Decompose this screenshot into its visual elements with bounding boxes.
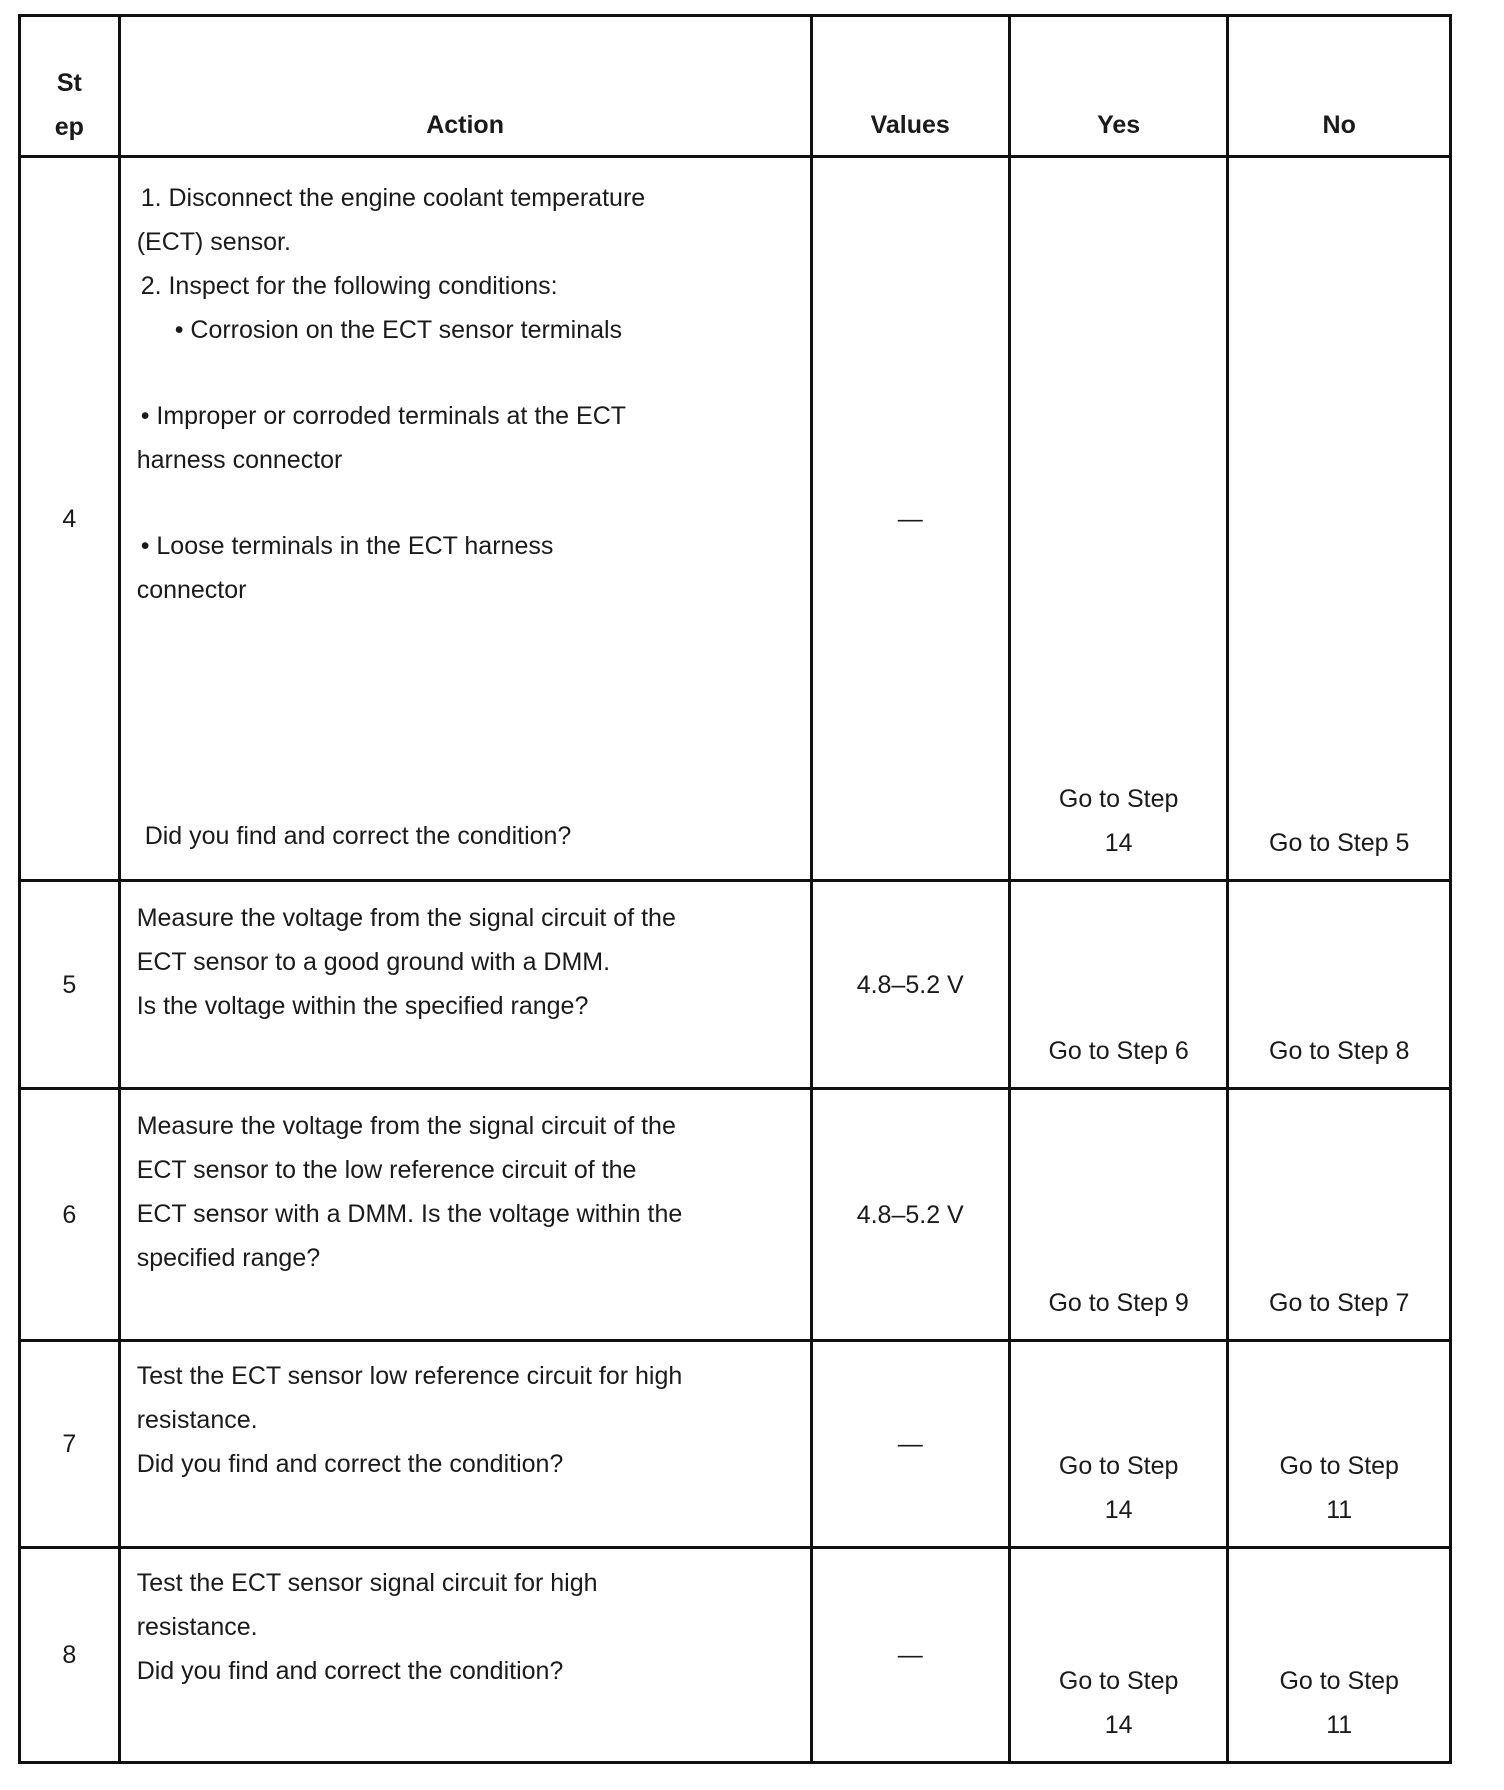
action-bullet: • Loose terminals in the ECT harness [140,532,554,560]
step-number: 5 [20,881,120,1089]
table-row [20,1548,1451,1763]
no-line1: Go to Step [1279,1452,1399,1480]
yes-line2: 14 [1104,829,1133,857]
action-line: Test the ECT sensor signal circuit for high [136,1569,598,1597]
action-line: Did you find and correct the condition? [136,1450,564,1478]
action-question: Did you find and correct the condition? [144,822,572,850]
action-bullet: • Corrosion on the ECT sensor terminals [174,316,623,344]
action-bullet: • Improper or corroded terminals at the ECT [140,402,627,430]
values-header: Values [811,16,1009,157]
action-line: resistance. [136,1613,258,1641]
values-cell: — [811,157,1009,881]
yes-line1: Go to Step [1058,1667,1179,1695]
no-line1: Go to Step [1279,1667,1399,1695]
step-header [20,16,120,157]
action-cell [119,1548,811,1763]
no-header: No [1228,16,1451,157]
action-line: (ECT) sensor. [136,228,291,256]
header-row [20,16,1451,157]
no-cell [1228,1341,1451,1548]
action-line: ECT sensor to a good ground with a DMM. [136,948,611,976]
action-line: Measure the voltage from the signal circuit of the [136,1112,676,1140]
step-number: 6 [20,1089,120,1341]
action-line: ECT sensor with a DMM. Is the voltage within the [136,1200,683,1228]
yes-cell [1009,1548,1228,1763]
action-line: Did you find and correct the condition? [136,1657,564,1685]
no-cell: Go to Step 5 [1228,157,1451,881]
values-cell: 4.8–5.2 V [811,1089,1009,1341]
diagnostic-table [18,14,1452,1764]
step-number: 4 [20,157,120,881]
yes-cell [1009,157,1228,881]
action-line: specified range? [136,1244,321,1272]
action-line: Is the voltage within the specified range? [136,992,589,1020]
yes-line1: Go to Step [1058,785,1179,813]
action-line: 1. Disconnect the engine coolant temperature [140,184,646,212]
step-number: 8 [20,1548,120,1763]
action-cell [119,157,811,881]
action-line: connector [136,576,247,604]
values-cell: — [811,1548,1009,1763]
no-line2: 11 [1326,1496,1353,1524]
action-cell [119,1341,811,1548]
yes-line2: 14 [1104,1711,1133,1739]
action-header: Action [119,16,811,157]
action-line: ECT sensor to the low reference circuit of the [136,1156,637,1184]
action-line: resistance. [136,1406,258,1434]
step-header-line2: ep [54,113,84,141]
no-cell: Go to Step 8 [1228,881,1451,1089]
yes-cell: Go to Step 6 [1009,881,1228,1089]
yes-header: Yes [1009,16,1228,157]
action-line: Test the ECT sensor low reference circuit for high [136,1362,683,1390]
no-line2: 11 [1326,1711,1353,1739]
yes-line1: Go to Step [1058,1452,1179,1480]
table-row [20,1089,1451,1341]
action-line: 2. Inspect for the following conditions: [140,272,558,300]
step-header-line1: St [56,69,82,97]
action-cell [119,1089,811,1341]
action-line: Measure the voltage from the signal circuit of the [136,904,676,932]
step-number: 7 [20,1341,120,1548]
action-line: harness connector [136,446,343,474]
no-cell: Go to Step 7 [1228,1089,1451,1341]
yes-cell [1009,1341,1228,1548]
action-cell [119,881,811,1089]
values-cell: — [811,1341,1009,1548]
table-row [20,157,1451,881]
yes-line2: 14 [1104,1496,1133,1524]
no-cell [1228,1548,1451,1763]
values-cell: 4.8–5.2 V [811,881,1009,1089]
table-row [20,1341,1451,1548]
yes-cell: Go to Step 9 [1009,1089,1228,1341]
table-row [20,881,1451,1089]
